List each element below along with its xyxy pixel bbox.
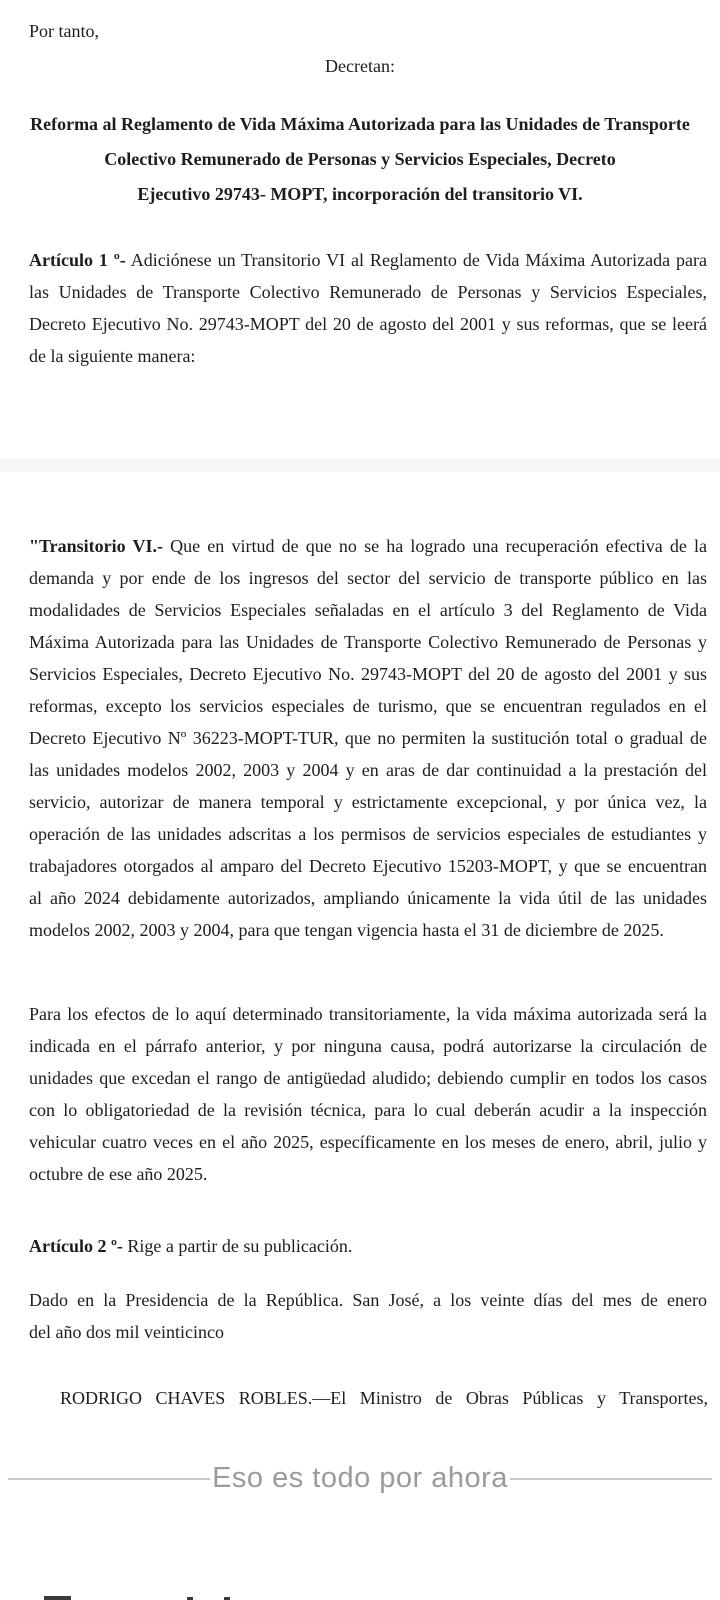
- text-line: las unidades modelos 2002, 2003 y 2004 y en aras de dar continuidad a la prestación del: [29, 760, 707, 780]
- text-line: trabajadores otorgados al amparo del Decreto Ejecutivo 15203-MOPT, y que se encuentran: [29, 856, 707, 876]
- text-run: Adiciónese un Transitorio VI al Reglamento de Vida Máxima Autorizada para: [125, 250, 707, 270]
- text-line: de la siguiente manera:: [29, 346, 196, 366]
- text-run: Rige a partir de su publicación.: [122, 1236, 353, 1256]
- text-line: Dado en la Presidencia de la República. San José, a los veinte días del mes de enero: [29, 1290, 707, 1310]
- articulo1-label: Artículo 1 º-: [29, 250, 126, 270]
- text-line: con lo obligatoriedad de la revisión técnica, para lo cual deberán acudir a la inspección: [29, 1100, 707, 1120]
- clipped-glyph-fragment: [44, 1596, 71, 1600]
- text-line: indicada en el párrafo anterior, y por ninguna causa, podrá autorizarse la circulación de: [29, 1036, 707, 1056]
- page-seam-band: [0, 458, 720, 472]
- text-line: Decreto Ejecutivo Nº 36223-MOPT-TUR, que no permiten la sustitución total o gradual de: [29, 728, 707, 748]
- text-line: operación de las unidades adscritas a los permisos de servicios especiales de estudiantes y: [29, 824, 707, 844]
- signature-line: RODRIGO CHAVES ROBLES.—El Ministro de Obras Públicas y Transportes,: [60, 1388, 708, 1408]
- text-line: reformas, excepto los servicios especiales de turismo, que se encuentran regulados en el: [29, 696, 707, 716]
- divider-label: Eso es todo por ahora: [210, 1459, 510, 1497]
- decree-title-line: Colectivo Remunerado de Personas y Servicios Especiales, Decreto: [104, 149, 616, 169]
- decretan-text: Decretan:: [325, 56, 395, 76]
- end-of-content-divider: [0, 1459, 720, 1499]
- text-line: unidades que excedan el rango de antigüedad aludido; debiendo cumplir en todos los casos: [29, 1068, 707, 1088]
- text-line: [29, 244, 707, 276]
- text-line: servicio, autorizar de manera temporal y estrictamente excepcional, y por única vez, la: [29, 792, 707, 812]
- text-line: octubre de ese año 2025.: [29, 1164, 208, 1184]
- text-line: Máxima Autorizada para las Unidades de Transporte Colectivo Remunerado de Personas y: [29, 632, 707, 652]
- text-line: las Unidades de Transporte Colectivo Remunerado de Personas y Servicios Especiales,: [29, 282, 707, 302]
- text-line: Servicios Especiales, Decreto Ejecutivo No. 29743-MOPT del 20 de agosto del 2001 y sus: [29, 664, 707, 684]
- decree-title: [0, 107, 720, 212]
- text-line: modalidades de Servicios Especiales señaladas en el artículo 3 del Reglamento de Vida: [29, 600, 707, 620]
- articulo2-line: [29, 1230, 707, 1262]
- text-run: Que en virtud de que no se ha logrado una recuperación efectiva de la: [163, 536, 707, 556]
- por-tanto-text: Por tanto,: [29, 21, 99, 41]
- decree-title-line: Reforma al Reglamento de Vida Máxima Autorizada para las Unidades de Transporte: [30, 114, 690, 134]
- text-line: Decreto Ejecutivo No. 29743-MOPT del 20 de agosto del 2001 y sus reformas, que se leerá: [29, 314, 707, 334]
- text-line: al año 2024 debidamente autorizados, ampliando únicamente la vida útil de las unidades: [29, 888, 707, 908]
- text-line: demanda y por ende de los ingresos del sector del servicio de transporte público en las: [29, 568, 707, 588]
- text-line: del año dos mil veinticinco: [29, 1322, 224, 1342]
- decree-title-line: Ejecutivo 29743- MOPT, incorporación del transitorio VI.: [137, 184, 583, 204]
- text-line: modelos 2002, 2003 y 2004, para que tengan vigencia hasta el 31 de diciembre de 2025.: [29, 920, 664, 940]
- transitorio-label: "Transitorio VI.-: [29, 536, 163, 556]
- text-line: [29, 530, 707, 562]
- articulo2-label: Artículo 2 º-: [29, 1236, 123, 1256]
- text-line: vehicular cuatro veces en el año 2025, específicamente en los meses de enero, abril, julio y: [29, 1132, 707, 1152]
- text-line: Para los efectos de lo aquí determinado transitoriamente, la vida máxima autorizada será la: [29, 1004, 707, 1024]
